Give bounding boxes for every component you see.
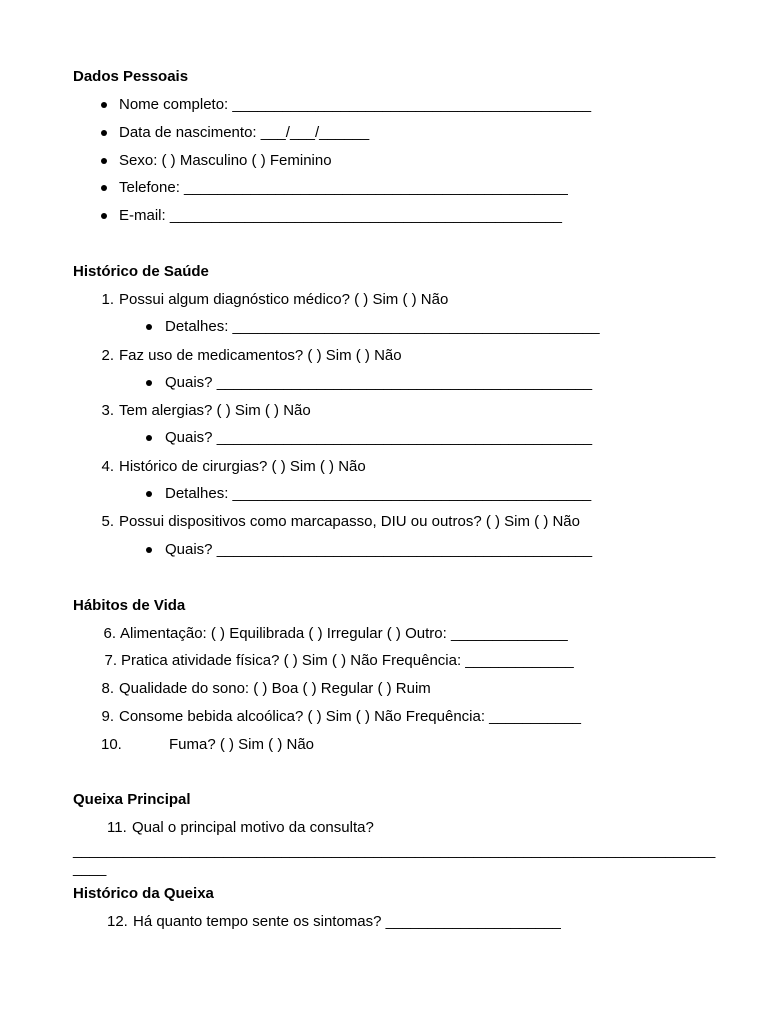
bullet-icon xyxy=(146,435,152,441)
section-title-queixa-principal: Queixa Principal xyxy=(73,791,191,808)
bullet-icon xyxy=(101,102,107,108)
bullet-icon xyxy=(101,158,107,164)
question-cirurgias[interactable]: Histórico de cirurgias? ( ) Sim ( ) Não xyxy=(119,458,366,475)
field-detalhes-diagnostico[interactable]: Detalhes: ____________________________________________ xyxy=(165,318,600,335)
section-title-historico-saude: Histórico de Saúde xyxy=(73,263,209,280)
question-number: 7. xyxy=(104,652,117,669)
question-motivo-consulta: Qual o principal motivo da consulta? xyxy=(132,819,374,836)
bullet-icon xyxy=(146,547,152,553)
field-detalhes-cirurgias[interactable]: Detalhes: ___________________________________________ xyxy=(165,485,592,502)
field-telefone[interactable]: Telefone: ______________________________________________ xyxy=(119,179,568,196)
section-title-habitos-vida: Hábitos de Vida xyxy=(73,597,186,614)
question-number: 11. xyxy=(107,819,127,836)
question-number: 5. xyxy=(101,513,114,530)
bullet-icon xyxy=(101,185,107,191)
bullet-icon xyxy=(146,380,152,386)
question-number: 9. xyxy=(101,708,114,725)
question-number: 6. xyxy=(103,625,116,642)
question-medicamentos[interactable]: Faz uso de medicamentos? ( ) Sim ( ) Não xyxy=(119,347,402,364)
question-fuma[interactable]: Fuma? ( ) Sim ( ) Não xyxy=(169,736,315,753)
bullet-icon xyxy=(101,213,107,219)
question-number: 2. xyxy=(101,347,114,364)
field-sexo[interactable]: Sexo: ( ) Masculino ( ) Feminino xyxy=(119,152,332,169)
question-atividade-fisica[interactable]: Pratica atividade física? ( ) Sim ( ) Não Frequência: _____________ xyxy=(121,652,574,669)
answer-line-motivo-continuation[interactable]: ____ xyxy=(73,860,107,877)
field-email[interactable]: E-mail: _______________________________________________ xyxy=(119,207,562,224)
field-quais-alergias[interactable]: Quais? _____________________________________________ xyxy=(165,429,593,446)
question-number: 12. xyxy=(107,913,128,930)
question-number: 10. xyxy=(101,736,122,753)
question-number: 8. xyxy=(101,680,114,697)
section-title-historico-queixa: Histórico da Queixa xyxy=(73,885,214,902)
field-data-nascimento[interactable]: Data de nascimento: ___/___/______ xyxy=(119,124,370,141)
question-sono[interactable]: Qualidade do sono: ( ) Boa ( ) Regular ( ) Ruim xyxy=(119,680,431,697)
question-number: 3. xyxy=(101,402,114,419)
question-alimentacao[interactable]: Alimentação: ( ) Equilibrada ( ) Irregular ( ) Outro: ______________ xyxy=(120,625,568,642)
question-diagnostico[interactable]: Possui algum diagnóstico médico? ( ) Sim ( ) Não xyxy=(119,291,449,308)
section-title-dados-pessoais: Dados Pessoais xyxy=(73,68,189,85)
question-bebida[interactable]: Consome bebida alcoólica? ( ) Sim ( ) Não Frequência: ___________ xyxy=(119,708,581,725)
field-quais-dispositivos[interactable]: Quais? _____________________________________________ xyxy=(165,541,593,558)
bullet-icon xyxy=(101,130,107,136)
answer-line-motivo[interactable]: _____________________________________________________________________________ xyxy=(73,842,716,859)
bullet-icon xyxy=(146,491,152,497)
question-number: 1. xyxy=(101,291,114,308)
bullet-icon xyxy=(146,324,152,330)
question-tempo-sintomas[interactable]: Há quanto tempo sente os sintomas? _____________________ xyxy=(133,913,561,930)
question-alergias[interactable]: Tem alergias? ( ) Sim ( ) Não xyxy=(119,402,311,419)
question-dispositivos[interactable]: Possui dispositivos como marcapasso, DIU ou outros? ( ) Sim ( ) Não xyxy=(119,513,580,530)
field-nome-completo[interactable]: Nome completo: ___________________________________________ xyxy=(119,96,592,113)
question-number: 4. xyxy=(101,458,114,475)
field-quais-medicamentos[interactable]: Quais? _____________________________________________ xyxy=(165,374,593,391)
